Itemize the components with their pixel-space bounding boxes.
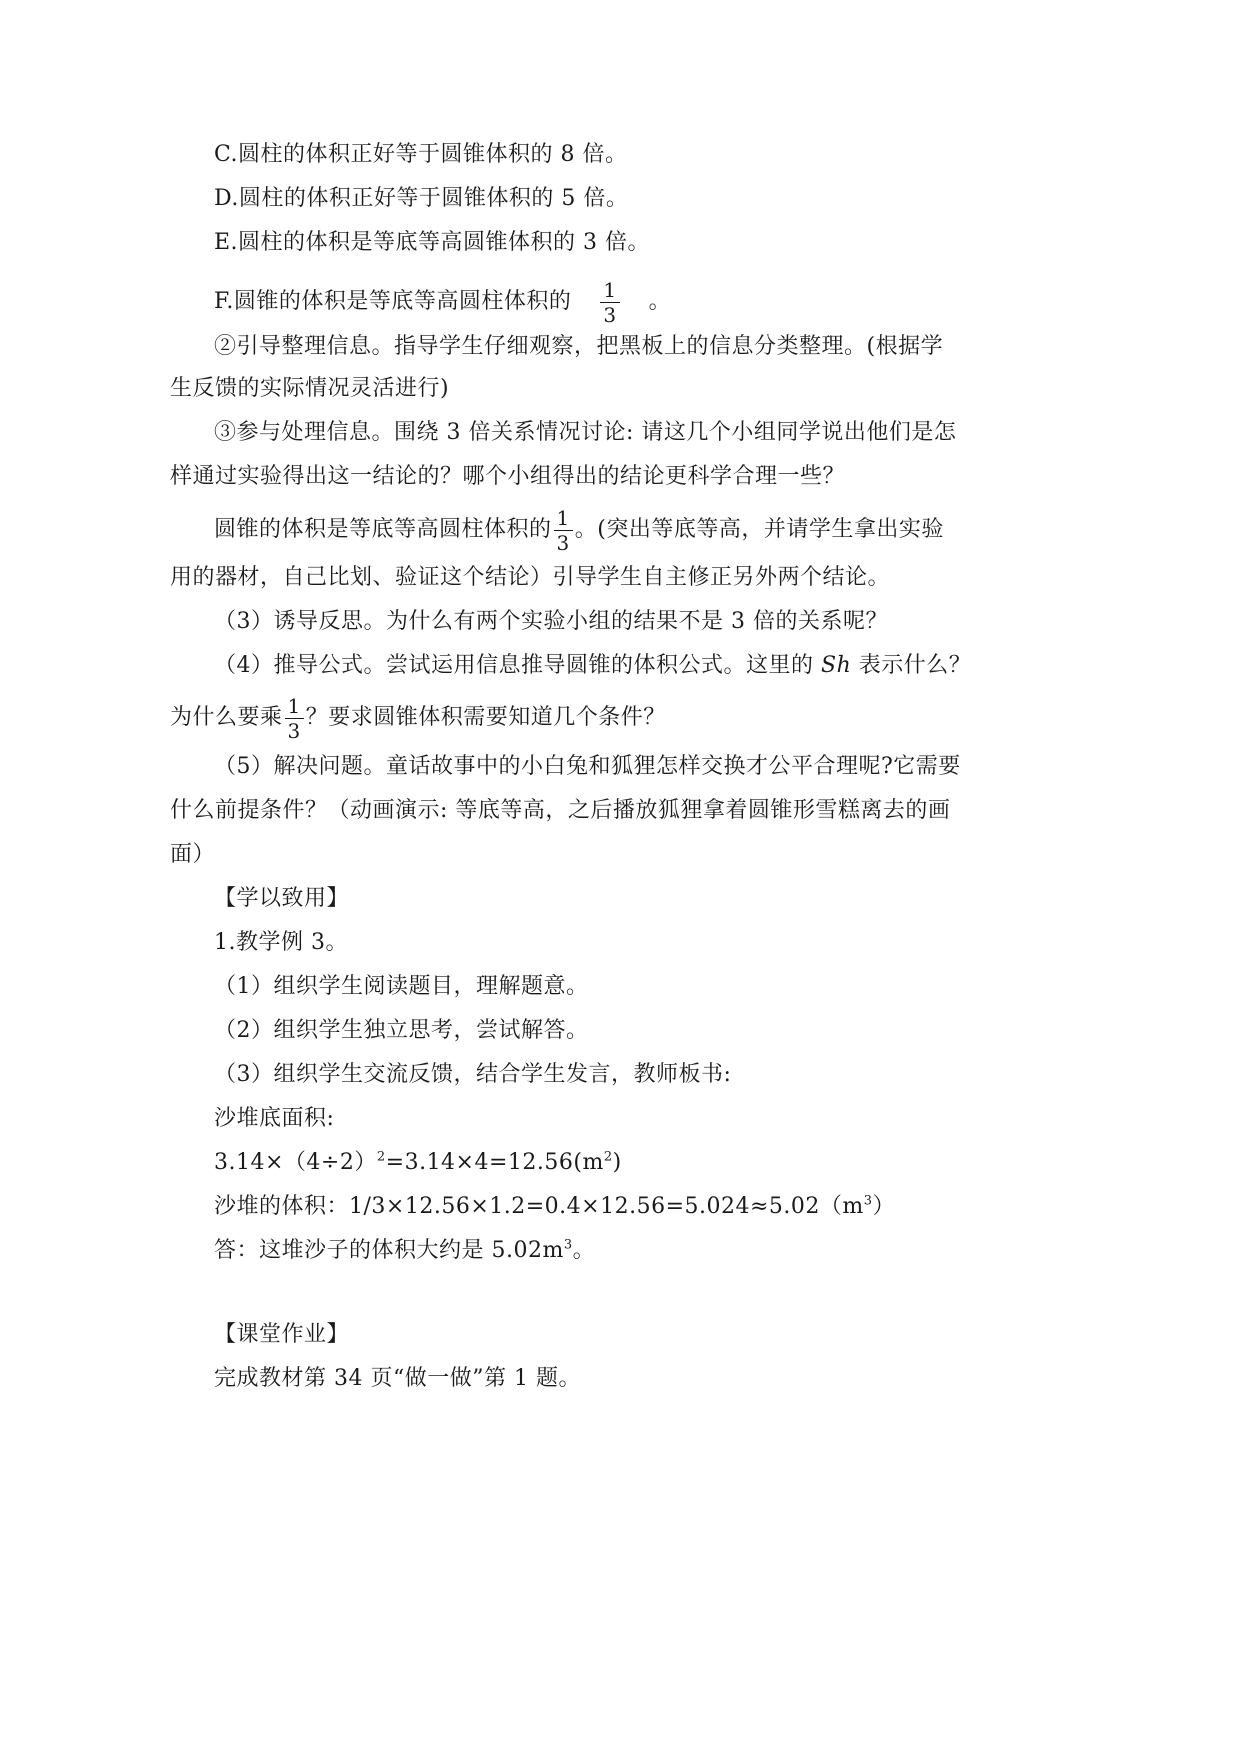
derive-text-post: 表示什么？ xyxy=(858,653,972,678)
apply-step1: （1）组织学生阅读题目，理解题意。 xyxy=(214,974,589,999)
solve-line2: 什么前提条件？（动画演示: 等底等高，之后播放狐狸拿着圆锥形雪糕离去的画 xyxy=(170,798,951,823)
fraction-numerator: 1 xyxy=(285,694,304,719)
sh-variable: Sh xyxy=(821,653,852,678)
option-f-end: 。 xyxy=(648,289,672,314)
step2-line1: ②引导整理信息。指导学生仔细观察，把黑板上的信息分类整理。(根据学 xyxy=(214,334,944,359)
base-area-label: 沙堆底面积: xyxy=(214,1106,335,1131)
fraction-denominator: 3 xyxy=(556,530,570,555)
derive-line2 xyxy=(170,688,666,748)
option-d: D.圆柱的体积正好等于圆锥体积的 5 倍。 xyxy=(214,186,629,211)
derive-line1 xyxy=(214,651,971,681)
fraction-numerator: 1 xyxy=(600,278,619,303)
option-f xyxy=(214,272,671,332)
reflect-line: （3）诱导反思。为什么有两个实验小组的结果不是 3 倍的关系呢？ xyxy=(214,609,888,634)
calc1-sup2: 2 xyxy=(603,1149,613,1165)
answer-sup: 3 xyxy=(563,1237,573,1253)
derive-line2-text: 为什么要乘 xyxy=(170,705,283,730)
calc2-part2: ） xyxy=(872,1194,896,1219)
option-e: E.圆柱的体积是等底等高圆锥体积的 3 倍。 xyxy=(214,230,651,255)
apply-example: 1.教学例 3。 xyxy=(214,930,348,955)
homework-task: 完成教材第 34 页“做一做”第 1 题。 xyxy=(214,1366,581,1391)
volume-calc xyxy=(214,1192,895,1222)
option-c: C.圆柱的体积正好等于圆锥体积的 8 倍。 xyxy=(214,142,628,167)
homework-heading: 【课堂作业】 xyxy=(214,1322,350,1347)
solve-line1: （5）解决问题。童话故事中的小白兔和狐狸怎样交换才公平合理呢?它需要 xyxy=(214,754,961,779)
apply-step3: （3）组织学生交流反馈，结合学生发言，教师板书: xyxy=(214,1062,732,1087)
conclusion-line2: 用的器材，自己比划、验证这个结论）引导学生自主修正另外两个结论。 xyxy=(170,565,891,590)
conclusion-text-post: 。(突出等底等高，并请学生拿出实验 xyxy=(574,517,944,542)
conclusion-line1 xyxy=(214,500,944,560)
step2-line2: 生反馈的实际情况灵活进行) xyxy=(170,376,450,401)
derive-line2-text-post: ？要求圆锥体积需要知道几个条件？ xyxy=(305,705,666,730)
derive-text: （4）推导公式。尝试运用信息推导圆锥的体积公式。这里的 xyxy=(214,653,814,678)
answer-part2: 。 xyxy=(572,1238,596,1263)
apply-step2: （2）组织学生独立思考，尝试解答。 xyxy=(214,1018,589,1043)
option-f-text: F.圆锥的体积是等底等高圆柱体积的 xyxy=(214,289,572,314)
calc1-sup1: 2 xyxy=(376,1149,386,1165)
calc1-part1: 3.14×（4÷2） xyxy=(214,1150,377,1175)
fraction-denominator: 3 xyxy=(287,718,301,743)
calc2-part1: 沙堆的体积：1/3×12.56×1.2=0.4×12.56=5.024≈5.02（m xyxy=(214,1194,864,1219)
base-area-calc xyxy=(214,1148,622,1178)
fraction-denominator: 3 xyxy=(603,302,617,327)
answer-part1: 答：这堆沙子的体积大约是 5.02m xyxy=(214,1238,564,1263)
apply-heading: 【学以致用】 xyxy=(214,886,350,911)
conclusion-text: 圆锥的体积是等底等高圆柱体积的 xyxy=(214,517,552,542)
fraction-numerator: 1 xyxy=(554,506,573,531)
fraction-one-third xyxy=(554,506,573,555)
calc1-part2: =3.14×4=12.56(m xyxy=(385,1150,604,1175)
solve-line3: 面） xyxy=(170,842,216,867)
fraction-one-third xyxy=(285,694,304,743)
step3-line2: 样通过实验得出这一结论的？哪个小组得出的结论更科学合理一些？ xyxy=(170,464,846,489)
answer-line xyxy=(214,1236,595,1266)
calc2-sup: 3 xyxy=(863,1193,873,1209)
calc1-part3: ) xyxy=(612,1150,622,1175)
fraction-one-third xyxy=(600,278,619,327)
step3-line1: ③参与处理信息。围绕 3 倍关系情况讨论: 请这几个小组同学说出他们是怎 xyxy=(214,420,957,445)
